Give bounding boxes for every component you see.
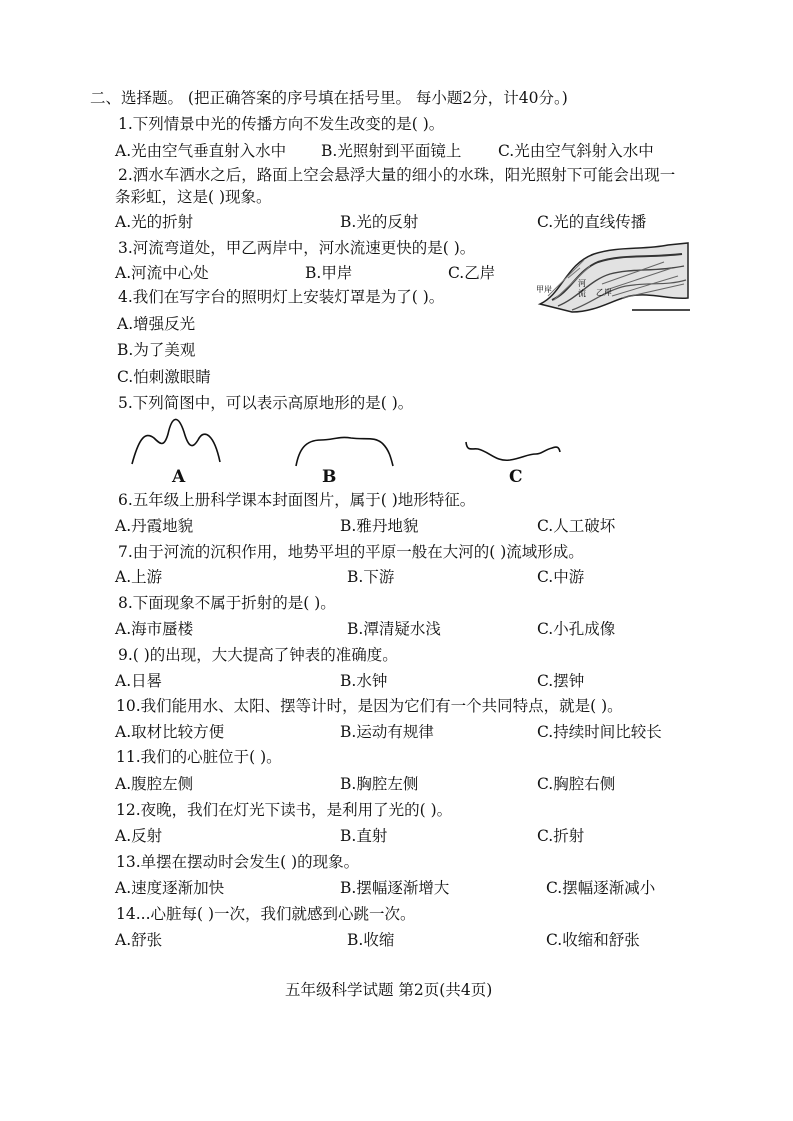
- question-2-stem-continued: 条彩虹，这是( )现象。: [115, 188, 272, 206]
- question-12-stem: 12.夜晚，我们在灯光下读书，是利用了光的( )。: [116, 801, 453, 819]
- question-13-option-b: B.摆幅逐渐增大: [340, 879, 450, 897]
- river-label-river-1: 河: [578, 279, 586, 288]
- question-3-option-a: A.河流中心处: [115, 264, 209, 282]
- question-10-stem: 10.我们能用水、太阳、摆等计时，是因为它们有一个共同特点，就是( )。: [116, 697, 623, 715]
- question-3-option-b: B.甲岸: [305, 264, 353, 282]
- question-9-option-c: C.摆钟: [537, 672, 585, 690]
- question-3-stem: 3.河流弯道处，甲乙两岸中，河水流速更快的是( )。: [118, 239, 476, 257]
- question-12-option-c: C.折射: [537, 827, 585, 845]
- question-4-stem: 4.我们在写字台的照明灯上安装灯罩是为了( )。: [118, 288, 445, 306]
- question-10-option-a: A.取材比较方便: [115, 723, 225, 741]
- question-2-option-c: C.光的直线传播: [537, 213, 647, 231]
- question-7-option-b: B.下游: [347, 568, 395, 586]
- question-8-option-c: C.小孔成像: [537, 620, 616, 638]
- question-4-option-a: A.增强反光: [117, 315, 196, 333]
- question-6-option-b: B.雅丹地貌: [340, 517, 419, 535]
- question-4-option-c: C.怕刺激眼睛: [117, 368, 211, 386]
- question-9-stem: 9.( )的出现，大大提高了钟表的准确度。: [118, 646, 398, 664]
- question-6-stem: 6.五年级上册科学课本封面图片，属于( )地形特征。: [118, 491, 476, 509]
- question-13-option-a: A.速度逐渐加快: [115, 879, 225, 897]
- question-2-option-a: A.光的折射: [115, 213, 194, 231]
- terrain-sketch-c: [462, 438, 562, 464]
- question-13-option-c: C.摆幅逐渐减小: [546, 879, 656, 897]
- river-label-right-bank: 乙岸: [596, 288, 612, 297]
- question-9-option-b: B.水钟: [340, 672, 388, 690]
- question-14-stem: 14...心脏每( )一次，我们就感到心跳一次。: [116, 905, 416, 923]
- question-1-option-c: C.光由空气斜射入水中: [498, 142, 654, 160]
- question-8-option-a: A.海市蜃楼: [115, 620, 194, 638]
- question-12-option-a: A.反射: [115, 827, 163, 845]
- question-1-option-a: A.光由空气垂直射入水中: [115, 142, 287, 160]
- question-11-option-c: C.胸腔右侧: [537, 775, 616, 793]
- question-6-option-c: C.人工破坏: [537, 517, 616, 535]
- river-label-left-bank: 甲岸: [536, 285, 552, 294]
- question-14-option-c: C.收缩和舒张: [546, 931, 640, 949]
- page-footer: 五年级科学试题 第2页(共4页): [285, 981, 493, 999]
- question-8-option-b: B.潭清疑水浅: [347, 620, 441, 638]
- question-6-option-a: A.丹霞地貌: [115, 517, 194, 535]
- terrain-label-b: B: [322, 467, 337, 487]
- river-label-river-2: 流: [578, 289, 586, 298]
- question-2-option-b: B.光的反射: [340, 213, 419, 231]
- question-11-option-a: A.腹腔左侧: [115, 775, 194, 793]
- question-8-stem: 8.下面现象不属于折射的是( )。: [118, 594, 336, 612]
- terrain-sketch-b: [293, 430, 395, 470]
- question-11-stem: 11.我们的心脏位于( )。: [116, 748, 282, 766]
- question-5-stem: 5.下列简图中，可以表示高原地形的是( )。: [118, 394, 414, 412]
- question-7-option-a: A.上游: [115, 568, 163, 586]
- question-11-option-b: B.胸腔左侧: [340, 775, 419, 793]
- question-12-option-b: B.直射: [340, 827, 388, 845]
- question-13-stem: 13.单摆在摆动时会发生( )的现象。: [116, 853, 360, 871]
- question-7-stem: 7.由于河流的沉积作用，地势平坦的平原一般在大河的( )流域形成。: [118, 543, 584, 561]
- question-1-stem: 1.下列情景中光的传播方向不发生改变的是( )。: [118, 115, 445, 133]
- question-10-option-b: B.运动有规律: [340, 723, 434, 741]
- question-3-option-c: C.乙岸: [448, 264, 496, 282]
- terrain-sketch-a: [128, 412, 228, 468]
- question-14-option-b: B.收缩: [347, 931, 395, 949]
- question-2-stem: 2.洒水车洒水之后，路面上空会悬浮大量的细小的水珠，阳光照射下可能会出现一: [118, 166, 676, 184]
- question-1-option-b: B.光照射到平面镜上: [321, 142, 462, 160]
- section-title: 二、选择题。 (把正确答案的序号填在括号里。 每小题2分，计40分。): [90, 89, 568, 107]
- question-9-option-a: A.日晷: [115, 672, 163, 690]
- terrain-label-a: A: [172, 467, 186, 487]
- question-10-option-c: C.持续时间比较长: [537, 723, 662, 741]
- river-bend-figure: [532, 240, 692, 314]
- question-14-option-a: A.舒张: [115, 931, 163, 949]
- question-4-option-b: B.为了美观: [117, 341, 196, 359]
- question-7-option-c: C.中游: [537, 568, 585, 586]
- terrain-label-c: C: [509, 467, 523, 487]
